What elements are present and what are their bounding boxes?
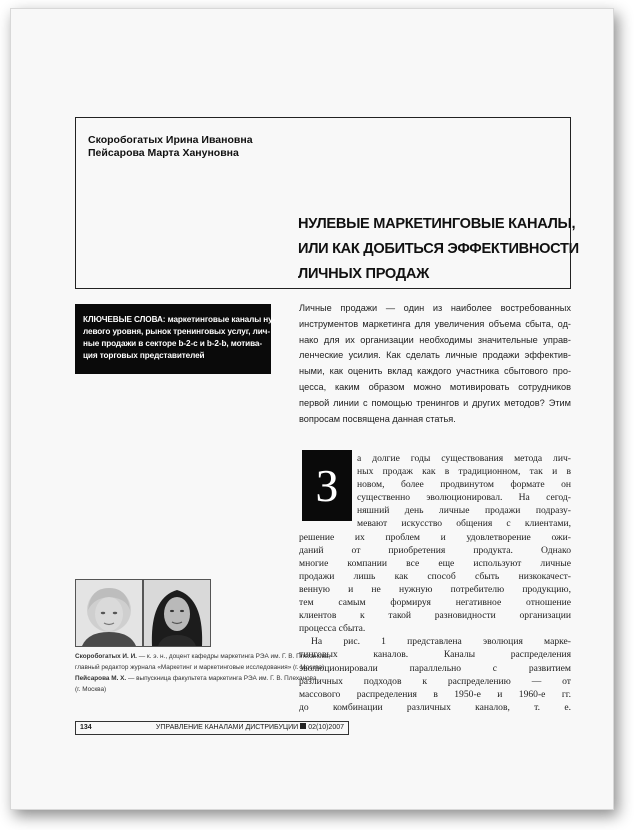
body-line: эволюционировали параллельно с развитием xyxy=(299,662,571,674)
author-name: Скоробогатых Ирина Ивановна xyxy=(88,134,253,146)
drop-cap: З xyxy=(302,450,352,521)
abstract-line: цесса, каким образом можно мотивировать сотрудников xyxy=(299,381,571,392)
title-line: ЛИЧНЫХ ПРОДАЖ xyxy=(298,266,430,282)
body-line: продажи лишь как способ сбыть низкокачест- xyxy=(299,570,571,582)
abstract-line: нако для их организации необходимы значительные управ- xyxy=(299,334,571,345)
keywords-line: ция торговых представителей xyxy=(83,351,205,360)
keywords-line: левого уровня, рынок тренинговых услуг, лич- xyxy=(83,327,270,336)
body-line: решение их проблем и удовлетворение ожи- xyxy=(299,531,571,543)
author-photo-skorobogatykh xyxy=(75,579,143,647)
abstract-line: Личные продажи — один из наиболее востребованных xyxy=(299,303,571,313)
body-line: ных продаж как в традиционном, так и в xyxy=(357,466,571,478)
journal-issue: 02(10)2007 xyxy=(308,724,344,731)
caption-text: главный редактор журнала «Маркетинг и маркетинговые исследования» (г. Москва) xyxy=(75,664,325,671)
caption-text: — к. э. н., доцент кафедры маркетинга РЭА им. Г. В. Плеханова, xyxy=(136,653,331,660)
caption-text: — выпускница факультета маркетинга РЭА им. Г. В. Плеханова xyxy=(126,675,317,682)
body-line: даний от приобретения продукта. Однако xyxy=(299,544,571,556)
body-line: клиентов к такой разновидности организации xyxy=(299,610,571,622)
author-captions xyxy=(75,651,347,695)
title-line: НУЛЕВЫЕ МАРКЕТИНГОВЫЕ КАНАЛЫ, xyxy=(298,216,576,232)
journal-name: УПРАВЛЕНИЕ КАНАЛАМИ ДИСТРИБУЦИИ xyxy=(155,724,299,731)
caption-text: (г. Москва) xyxy=(75,686,107,693)
journal-page xyxy=(10,8,614,810)
journal-info xyxy=(156,722,344,734)
page-number: 134 xyxy=(80,724,92,731)
body-line: процесса сбыта. xyxy=(299,623,366,635)
caption-line xyxy=(75,651,347,662)
page-footer xyxy=(75,721,349,735)
article-header xyxy=(75,117,579,289)
author-list xyxy=(88,134,253,160)
body-line: а долгие годы существования метода лич- xyxy=(357,453,571,464)
caption-line xyxy=(75,684,347,695)
abstract-line: ными, как оценить вклад каждого участника сбытового про- xyxy=(299,366,571,377)
body-line: многие компании все еще используют личные xyxy=(299,557,571,569)
body-line: венную и не нужную потребителю продукцию, xyxy=(299,583,571,595)
body-text-wrapped xyxy=(357,452,571,531)
title-line: ИЛИ КАК ДОБИТЬСЯ ЭФФЕКТИВНОСТИ xyxy=(298,241,579,257)
abstract-line: инструментов маркетинга для увеличения объема сбыта, од- xyxy=(299,318,571,329)
abstract-line: ленческие усилия. Как сделать личные продажи эффектив- xyxy=(299,350,571,361)
caption-line xyxy=(75,673,347,684)
author-name: Пейсарова Марта Хануновна xyxy=(88,147,239,159)
abstract-line: вопросам посвящена данная статья. xyxy=(299,413,456,424)
caption-author-name: Пейсарова М. Х. xyxy=(75,675,127,682)
square-bullet-icon xyxy=(300,723,306,729)
caption-author-name: Скоробогатых И. И. xyxy=(75,653,137,660)
abstract-line: первой линии с помощью тренингов и других методов? Этим xyxy=(299,397,571,408)
body-line: На рис. 1 представлена эволюция марке- xyxy=(311,636,571,648)
body-line: няшний день личные продажи подразу- xyxy=(357,505,571,517)
body-line: новом, более продвинутом формате он xyxy=(357,479,571,491)
article-title xyxy=(298,212,579,287)
body-line: массового распределения в 1950-е и 1960-е гг. xyxy=(299,688,571,700)
abstract xyxy=(299,301,571,427)
keywords-line: КЛЮЧЕВЫЕ СЛОВА: маркетинговые каналы ну- xyxy=(83,315,276,324)
body-line: до комбинации различных каналов, т. е. xyxy=(299,701,571,713)
keywords-line: ные продажи в секторе b-2-c и b-2-b, мотива- xyxy=(83,339,263,348)
body-line: различных подходов к распределению — от xyxy=(299,675,571,687)
body-line: существенно эволюционировал. На сегод- xyxy=(357,492,571,504)
keywords-box xyxy=(75,304,276,374)
body-line: мевают искусство общения с клиентами, xyxy=(357,518,571,530)
body-line: тинговых каналов. Каналы распределения xyxy=(299,649,571,661)
body-line: тем самым формируя негативное отношение xyxy=(299,597,571,609)
author-photo-peysarova xyxy=(143,579,211,647)
caption-line xyxy=(75,662,347,673)
